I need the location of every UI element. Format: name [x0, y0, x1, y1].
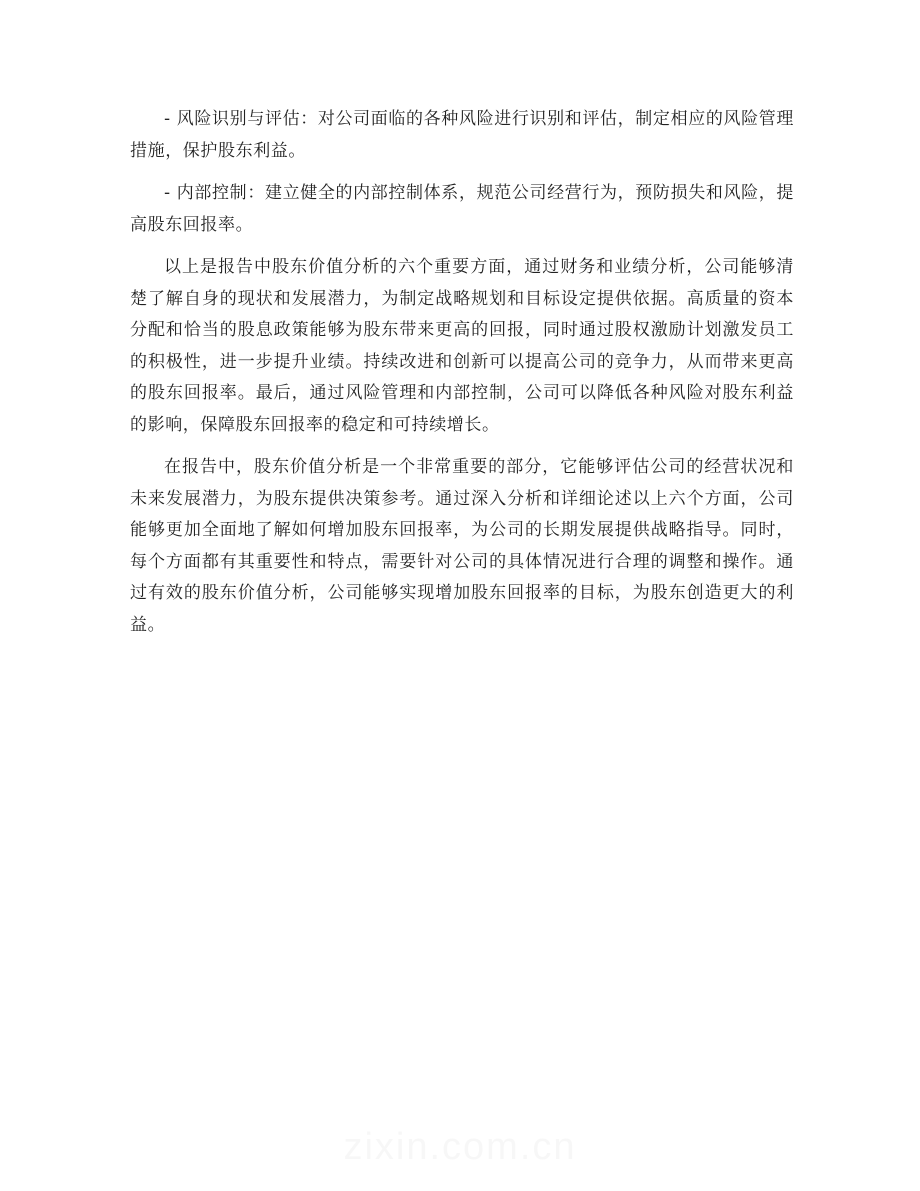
conclusion-paragraph: 在报告中，股东价值分析是一个非常重要的部分，它能够评估公司的经营状况和未来发展潜力，为股东提供决策参考。通过深入分析和详细论述以上六个方面，公司能够更加全面地了解如何增加股东回报率，为公司的长期发展提供战略指导。同时，每个方面都有其重要性和特点，需要针对公司的具体情况进行合理的调整和操作。通过有效的股东价值分析，公司能够实现增加股东回报率的目标，为股东创造更大的利益。: [130, 457, 794, 635]
document-body: [130, 104, 794, 641]
bullet-paragraph-risk-identification: - 风险识别与评估：对公司面临的各种风险进行识别和评估，制定相应的风险管理措施，保护股东利益。: [130, 109, 794, 161]
summary-paragraph: 以上是报告中股东价值分析的六个重要方面，通过财务和业绩分析，公司能够清楚了解自身的现状和发展潜力，为制定战略规划和目标设定提供依据。高质量的资本分配和恰当的股息政策能够为股东带来更高的回报，同时通过股权激励计划激发员工的积极性，进一步提升业绩。持续改进和创新可以提高公司的竞争力，从而带来更高的股东回报率。最后，通过风险管理和内部控制，公司可以降低各种风险对股东利益的影响，保障股东回报率的稳定和可持续增长。: [130, 257, 794, 435]
watermark-text: zixin.com.cn: [343, 1126, 577, 1168]
bullet-paragraph-internal-control: - 内部控制：建立健全的内部控制体系，规范公司经营行为，预防损失和风险，提高股东回报率。: [130, 183, 794, 235]
